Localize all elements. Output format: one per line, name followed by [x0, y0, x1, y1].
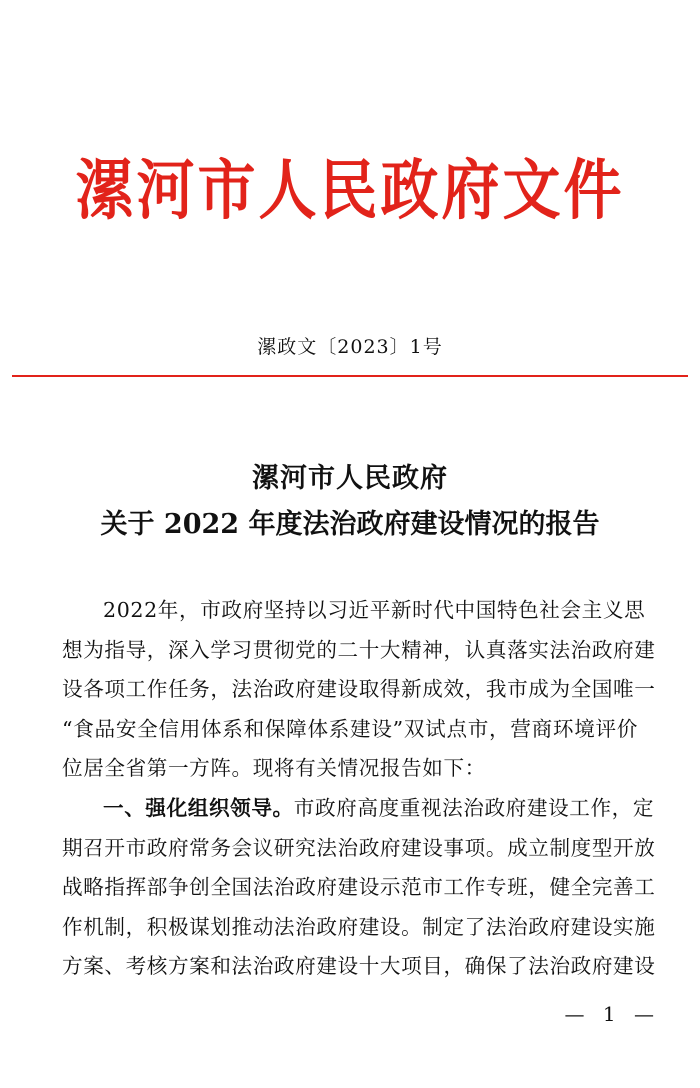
paragraph-1-line: 设各项工作任务，法治政府建设取得新成效，我市成为全国唯一: [62, 677, 656, 702]
document-number: 漯政文〔2023〕1号: [257, 336, 443, 358]
report-title-line-1: 漯河市人民政府: [252, 463, 448, 494]
report-title-line-2: 关于 2022 年度法治政府建设情况的报告: [100, 509, 600, 540]
paragraph-2-line: 期召开市政府常务会议研究法治政府建设事项。成立制度型开放: [62, 835, 656, 860]
paragraph-2-line: 方案、考核方案和法治政府建设十大项目，确保了法治政府建设: [62, 954, 656, 979]
report-body: [62, 591, 656, 987]
paragraph-2-line: 作机制，积极谋划推动法治政府建设。制定了法治政府建设实施: [62, 914, 656, 939]
paragraph-2-line: 战略指挥部争创全国法治政府建设示范市工作专班，健全完善工: [62, 875, 656, 900]
paragraph-1-line: 2022年，市政府坚持以习近平新时代中国特色社会主义思: [103, 598, 646, 622]
paragraph-2-first-line: [62, 789, 655, 829]
section-heading: 一、强化组织领导。: [103, 795, 294, 820]
paragraph-1-line: “食品安全信用体系和保障体系建设”双试点市，营商环境评价: [62, 716, 638, 741]
paragraph-1-line: 想为指导，深入学习贯彻党的二十大精神，认真落实法治政府建: [62, 637, 656, 662]
page-number: — 1 —: [564, 1002, 660, 1026]
paragraph-2-first-line-text: 市政府高度重视法治政府建设工作，定: [293, 795, 655, 820]
red-divider-line: [12, 375, 688, 377]
paragraph-1-line: 位居全省第一方阵。现将有关情况报告如下：: [62, 756, 486, 781]
document-masthead: 漯河市人民政府文件: [75, 151, 625, 229]
